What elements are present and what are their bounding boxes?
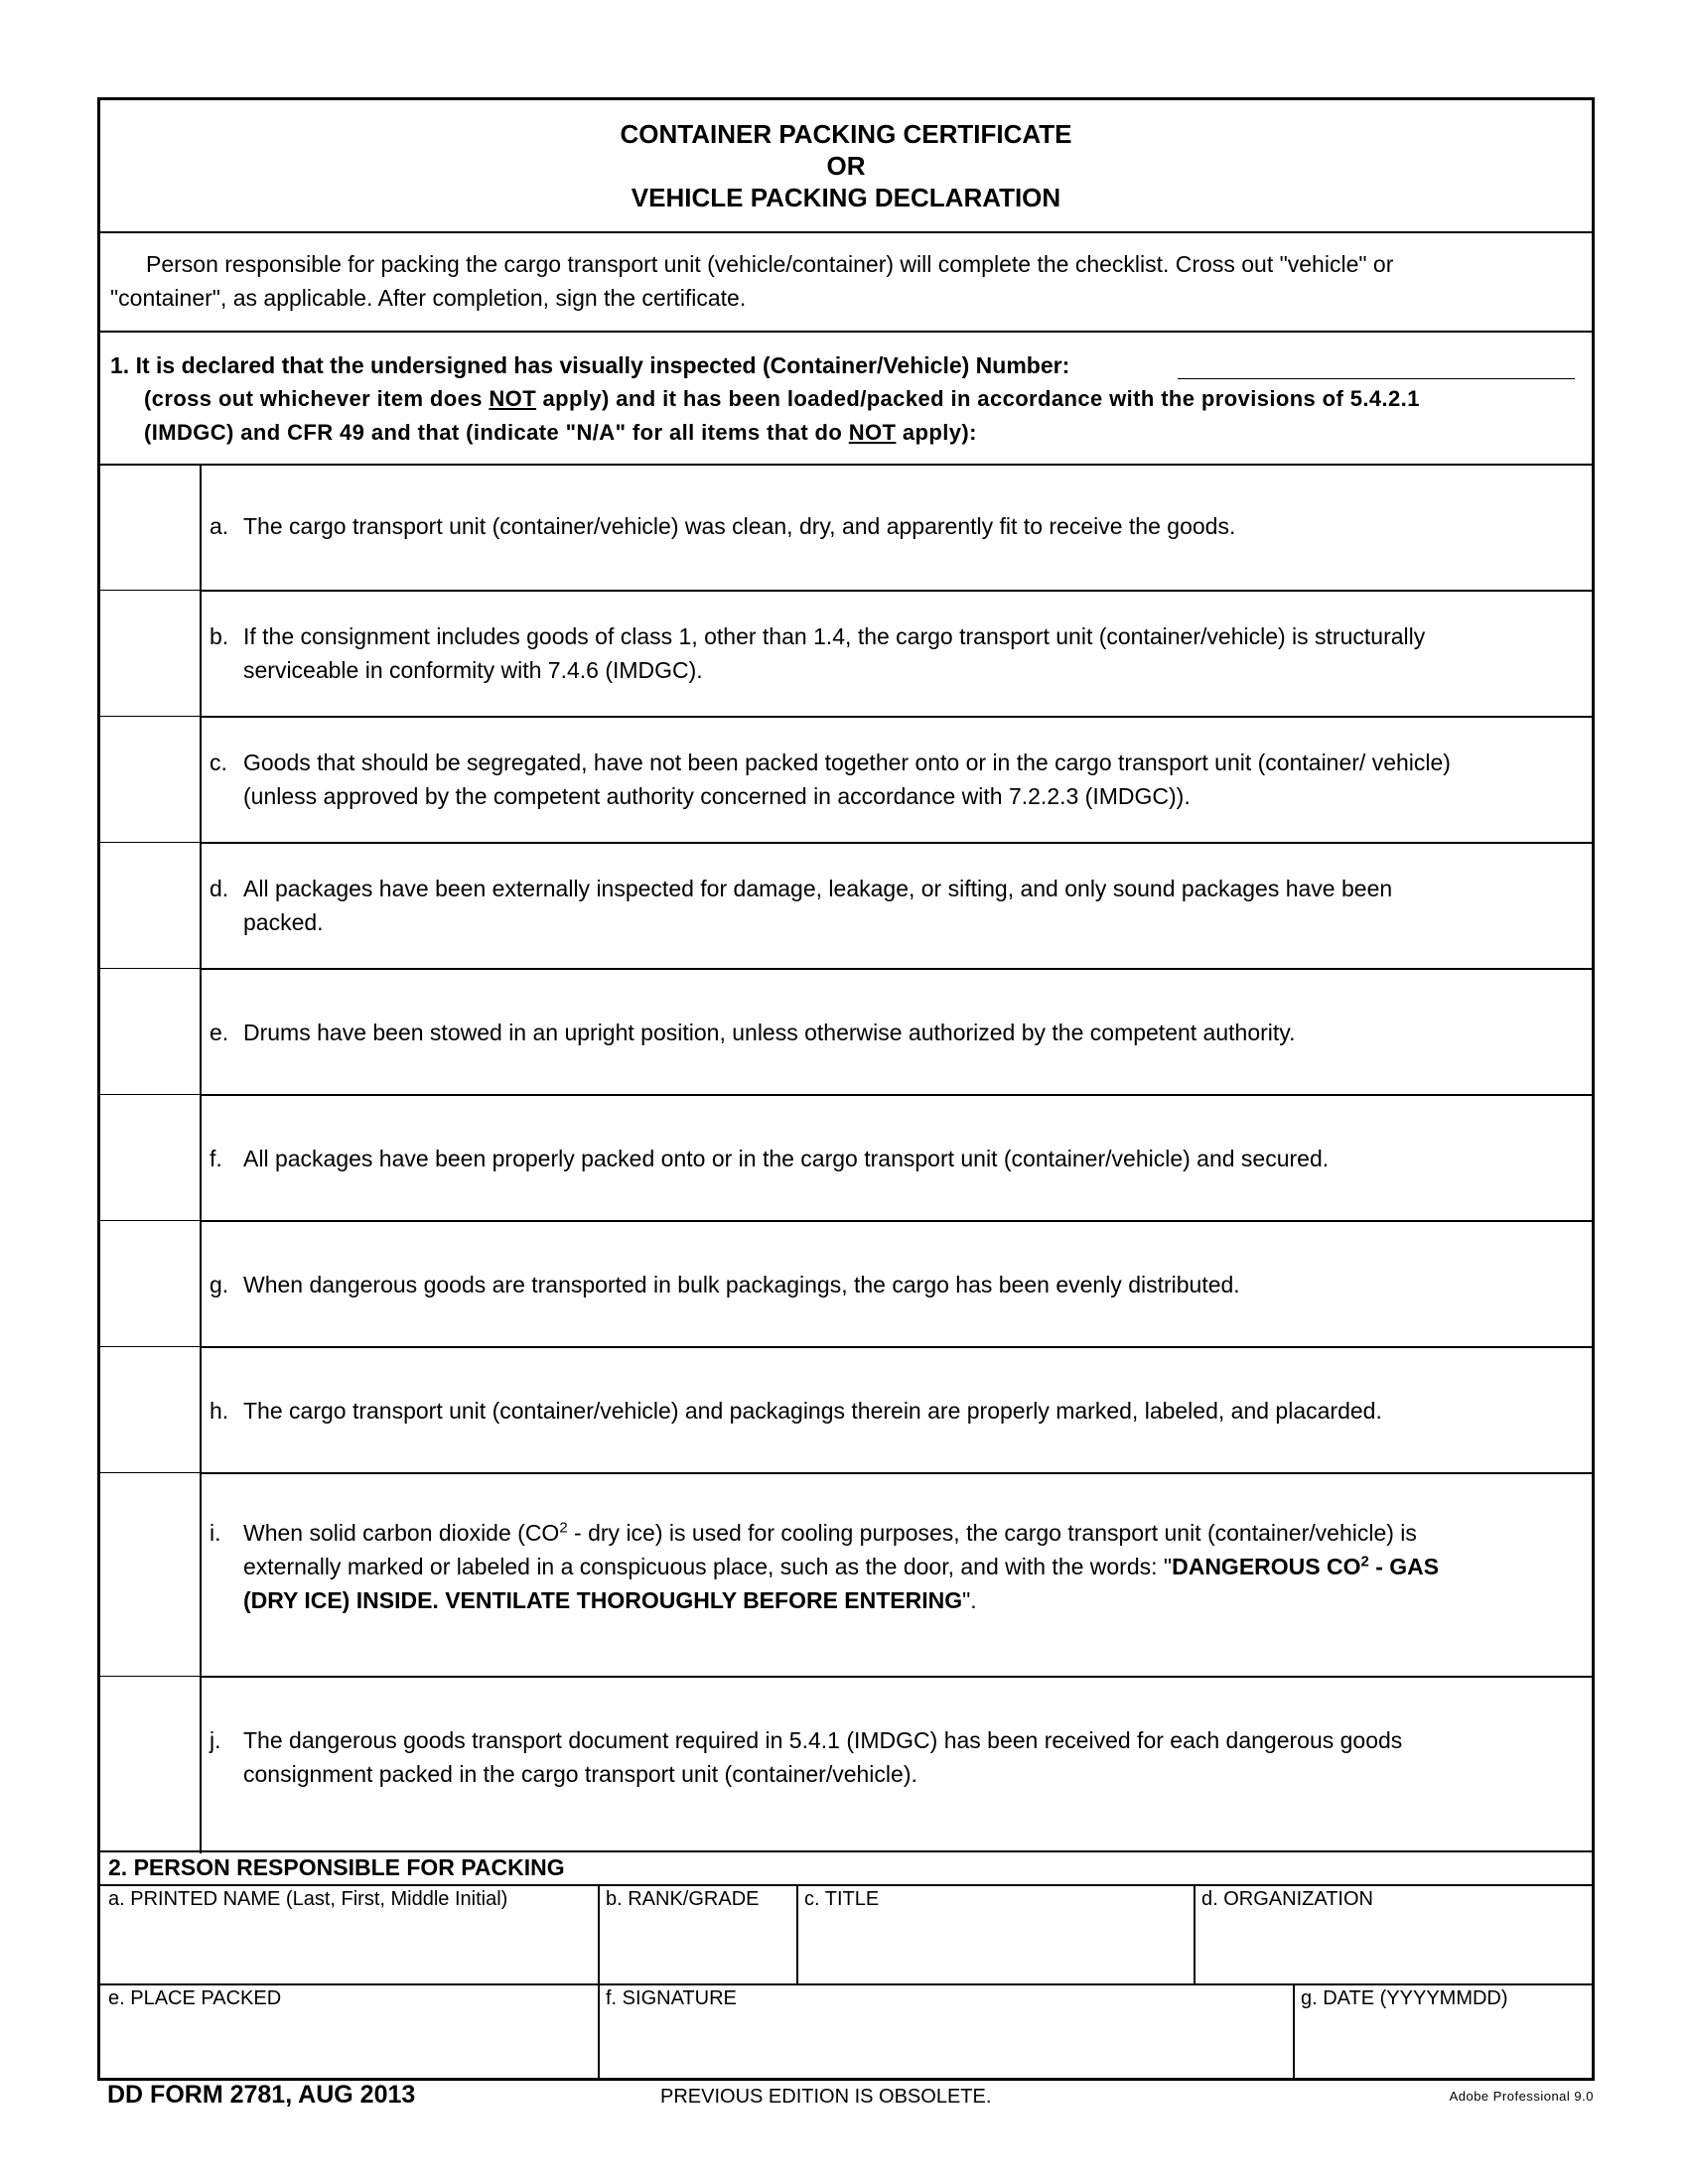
check-cell-i[interactable]	[100, 1472, 200, 1677]
software-note: Adobe Professional 9.0	[1449, 2089, 1594, 2104]
check-cell-c[interactable]	[100, 716, 200, 843]
section-2-title: 2. PERSON RESPONSIBLE FOR PACKING	[108, 1854, 565, 1880]
printed-name-field[interactable]	[100, 1884, 598, 1983]
checklist-item-f: f. All packages have been properly packed onto or in the cargo transport unit (container/vehicle) and secured.	[200, 1094, 1592, 1220]
divider	[100, 331, 1592, 333]
check-cell-g[interactable]	[100, 1220, 200, 1347]
checklist-item-b: b. If the consignment includes goods of class 1, other than 1.4, the cargo transport unit (container/vehicle) is structurally serviceable in conformity with 7.4.6 (IMDGC).	[200, 590, 1592, 716]
declaration	[110, 348, 1582, 450]
container-number-field[interactable]	[1178, 378, 1575, 379]
rank-grade-field[interactable]	[598, 1884, 796, 1983]
checklist-item-c: c. Goods that should be segregated, have not been packed together onto or in the cargo transport unit (container/ vehicle) (unless approved by the competent authority concerned in accordance with 7.2.2.3 (IMDGC)).	[200, 716, 1592, 842]
instructions-line-2: "container", as applicable. After completion, sign the certificate.	[110, 285, 747, 311]
check-cell-d[interactable]	[100, 842, 200, 969]
title-line-2: OR	[826, 151, 866, 181]
form-container	[97, 97, 1595, 2081]
checklist-item-h: h. The cargo transport unit (container/vehicle) and packagings therein are properly marked, labeled, and placarded.	[200, 1346, 1592, 1472]
place-packed-field[interactable]	[100, 1983, 598, 2081]
declaration-line-3: (IMDGC) and CFR 49 and that (indicate "N/A" for all items that do NOT apply):	[144, 420, 977, 445]
declaration-line-2: (cross out whichever item does NOT apply) and it has been loaded/packed in accordance with the provisions of 5.4.2.1	[144, 386, 1420, 411]
organization-label: d. ORGANIZATION	[1201, 1888, 1373, 1910]
instructions-line-1: Person responsible for packing the cargo transport unit (vehicle/container) will complete the checklist. Cross out "vehicle" or	[146, 251, 1394, 277]
edition-notice: PREVIOUS EDITION IS OBSOLETE.	[660, 2086, 992, 2108]
check-cell-b[interactable]	[100, 590, 200, 717]
title-line-1: CONTAINER PACKING CERTIFICATE	[620, 119, 1072, 149]
instructions	[110, 247, 1572, 315]
checklist-item-i: i. When solid carbon dioxide ($CO^2$ - dry ice) is used for cooling purposes, the cargo transport unit (container/vehicle) is externally marked or labeled in a conspicuous place, such as the door, and with the words: "DANGEROUS $CO^2$ - GAS (DRY ICE) INSIDE. VENTILATE THOROUGHLY BEFORE ENTERING".	[200, 1472, 1592, 1676]
check-cell-h[interactable]	[100, 1346, 200, 1473]
title-label: c. TITLE	[804, 1888, 880, 1910]
declaration-line-1: 1. It is declared that the undersigned has visually inspected (Container/Vehicle) Number:	[110, 352, 1070, 378]
check-cell-a[interactable]	[100, 464, 200, 590]
checklist-item-e: e. Drums have been stowed in an upright position, unless otherwise authorized by the competent authority.	[200, 968, 1592, 1094]
signature-label: f. SIGNATURE	[606, 1987, 737, 2009]
date-field[interactable]	[1293, 1983, 1591, 2081]
rank-grade-label: b. RANK/GRADE	[606, 1888, 760, 1910]
divider	[100, 1850, 1592, 1852]
form-id: DD FORM 2781, AUG 2013	[107, 2081, 416, 2109]
signature-field[interactable]	[598, 1983, 1293, 2081]
checklist-item-d: d. All packages have been externally inspected for damage, leakage, or sifting, and only sound packages have been packed.	[200, 842, 1592, 968]
date-label: g. DATE (YYYYMMDD)	[1301, 1987, 1508, 2009]
organization-field[interactable]	[1194, 1884, 1591, 1983]
title-field[interactable]	[796, 1884, 1194, 1983]
form-title	[100, 118, 1592, 213]
divider	[100, 231, 1592, 233]
check-cell-e[interactable]	[100, 968, 200, 1095]
checklist-item-a: a. The cargo transport unit (container/vehicle) was clean, dry, and apparently fit to receive the goods.	[210, 513, 1236, 539]
checklist-item-g: g. When dangerous goods are transported in bulk packagings, the cargo has been evenly distributed.	[200, 1220, 1592, 1346]
checklist-item-j: j. The dangerous goods transport document required in 5.4.1 (IMDGC) has been received for each dangerous goods consignment packed in the cargo transport unit (container/vehicle).	[200, 1676, 1592, 1850]
title-line-3: VEHICLE PACKING DECLARATION	[631, 183, 1061, 212]
printed-name-label: a. PRINTED NAME (Last, First, Middle Initial)	[108, 1888, 508, 1910]
place-packed-label: e. PLACE PACKED	[108, 1987, 282, 2009]
check-cell-f[interactable]	[100, 1094, 200, 1221]
check-cell-j[interactable]	[100, 1676, 200, 1851]
